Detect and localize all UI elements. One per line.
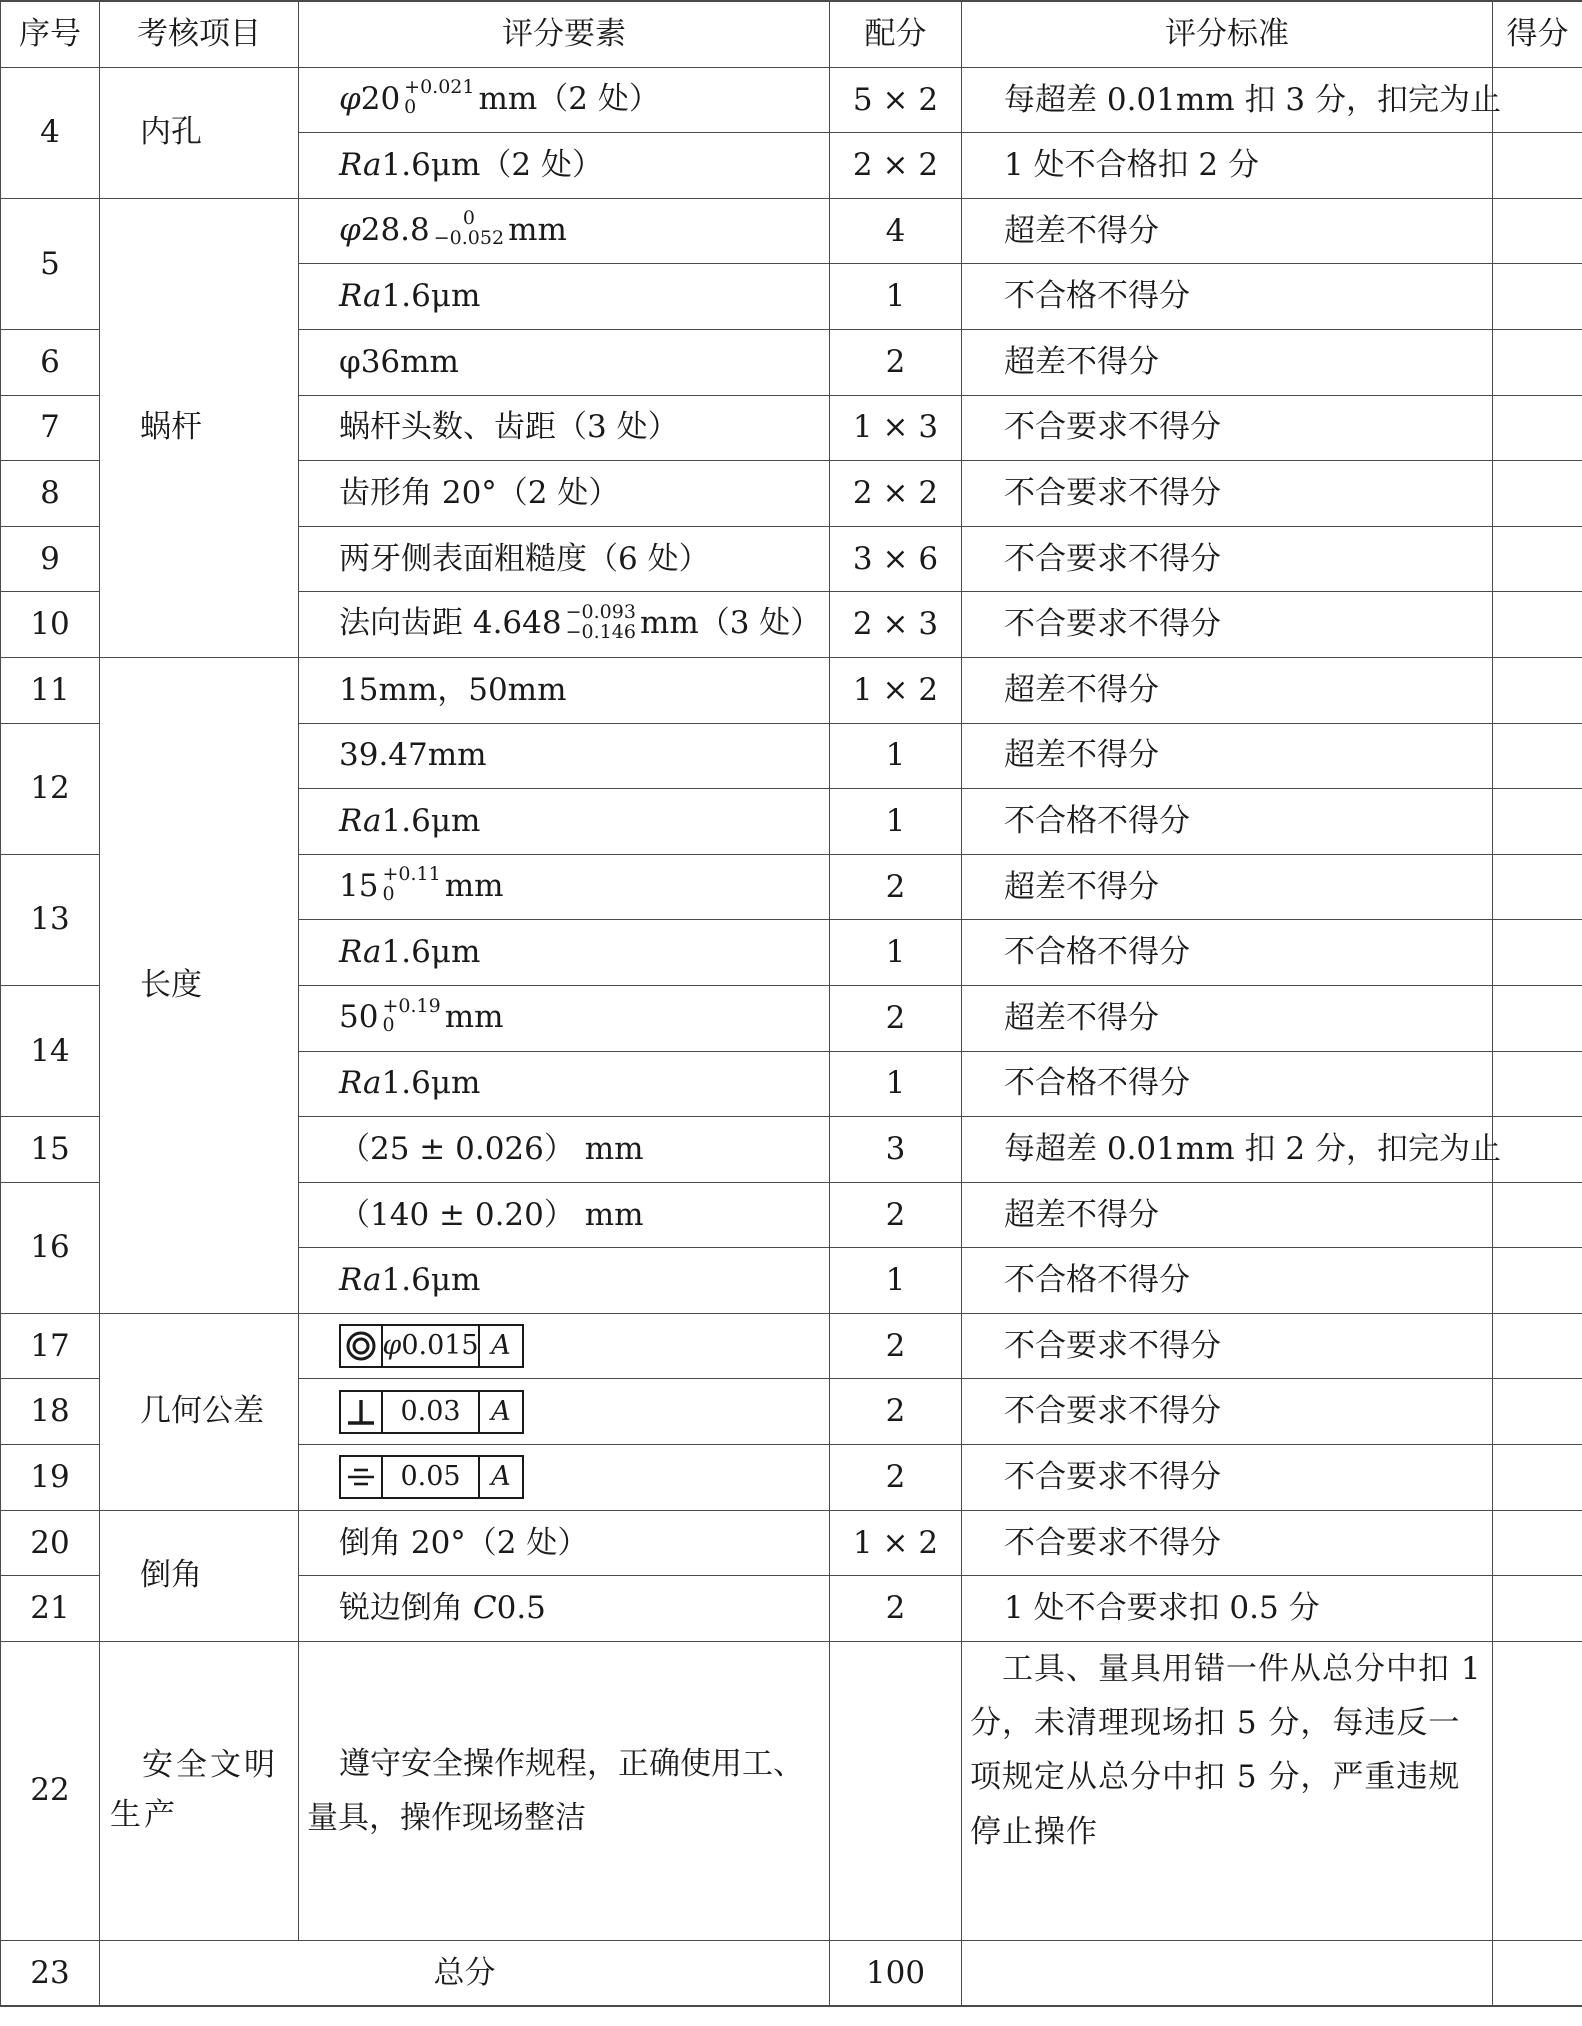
element-unit: mm (508, 211, 567, 248)
safety-standard-text: 工具、量具用错一件从总分中扣 1 分，未清理现场扣 5 分，每违反一项规定从总分中扣 5 分，严重违规停止操作 (970, 1650, 1482, 1850)
element-text: 1.6μm (381, 803, 481, 840)
score-cell: 3 × 6 (830, 526, 962, 592)
total-row (1, 1940, 1582, 2006)
tolerance (382, 994, 441, 1037)
row-no: 18 (1, 1379, 100, 1445)
tolerance (434, 209, 504, 249)
score-cell: 2 (830, 1182, 962, 1248)
tolerance-upper: +0.021 (404, 76, 475, 99)
element-cell (299, 985, 830, 1051)
earned-cell[interactable] (1493, 1940, 1582, 2006)
score-cell: 2 (830, 1445, 962, 1511)
element-text: 1.6μm (381, 278, 481, 315)
item-name: 长度 (100, 657, 299, 1313)
roughness-symbol: Ra (339, 934, 382, 971)
perpendicularity-icon (341, 1392, 383, 1432)
table-row (1, 198, 1582, 264)
row-no: 10 (1, 592, 100, 658)
symmetry-icon (341, 1457, 383, 1497)
tolerance-lower: 0 (404, 96, 417, 119)
score-cell: 2 × 2 (830, 133, 962, 199)
standard-cell: 每超差 0.01mm 扣 3 分，扣完为止 (962, 67, 1493, 133)
element-text: 1.6μm (381, 934, 481, 971)
tolerance-value: φ 0.015 (383, 1326, 480, 1366)
earned-cell[interactable] (1493, 1510, 1582, 1576)
standard-cell: 超差不得分 (962, 985, 1493, 1051)
row-no: 7 (1, 395, 100, 461)
score-cell: 1 (830, 920, 962, 986)
standard-cell: 超差不得分 (962, 657, 1493, 723)
header-standard: 评分标准 (962, 1, 1493, 67)
standard-cell: 不合格不得分 (962, 264, 1493, 330)
element-text: 1.6μm（2 处） (381, 147, 603, 184)
score-cell: 1 (830, 264, 962, 330)
element-value: 0.5 (496, 1590, 546, 1627)
item-name: 倒角 (100, 1510, 299, 1641)
row-no: 4 (1, 67, 100, 198)
standard-cell: 不合要求不得分 (962, 592, 1493, 658)
element-cell: 齿形角 20°（2 处） (299, 461, 830, 527)
element-cell (299, 67, 830, 133)
row-no: 19 (1, 1445, 100, 1511)
standard-cell: 超差不得分 (962, 198, 1493, 264)
standard-cell: 不合要求不得分 (962, 1445, 1493, 1511)
header-earned: 得分 (1493, 1, 1582, 67)
standard-cell: 不合要求不得分 (962, 526, 1493, 592)
row-no: 20 (1, 1510, 100, 1576)
element-text: 28.8 (360, 211, 430, 248)
datum-ref: A (491, 1461, 511, 1493)
row-no: 11 (1, 657, 100, 723)
element-cell (299, 198, 830, 264)
row-no: 17 (1, 1313, 100, 1379)
tolerance-lower: 0 (382, 1014, 395, 1037)
element-cell: （140 ± 0.20） mm (299, 1182, 830, 1248)
total-label: 总分 (100, 1940, 830, 2006)
standard-cell: 超差不得分 (962, 329, 1493, 395)
feature-control-frame (339, 1390, 524, 1434)
tolerance (382, 865, 440, 905)
standard-cell: 不合要求不得分 (962, 1313, 1493, 1379)
datum-ref: A (491, 1330, 511, 1362)
score-cell (830, 1641, 962, 1940)
safety-item-text: 安全文明生产 (110, 1747, 278, 1833)
element-cell (299, 789, 830, 855)
row-no: 14 (1, 985, 100, 1116)
row-no: 21 (1, 1576, 100, 1642)
element-text: 15 (339, 867, 379, 904)
standard-cell: 不合格不得分 (962, 920, 1493, 986)
standard-cell: 不合格不得分 (962, 1051, 1493, 1117)
earned-cell[interactable] (1493, 723, 1582, 789)
earned-cell[interactable] (1493, 1182, 1582, 1248)
element-cell: （25 ± 0.026） mm (299, 1117, 830, 1183)
element-text: 锐边倒角 (339, 1590, 473, 1627)
table-row (1, 657, 1582, 723)
standard-cell: 不合格不得分 (962, 1248, 1493, 1314)
table-row (1, 1313, 1582, 1379)
element-cell (299, 1051, 830, 1117)
row-no: 22 (1, 1641, 100, 1940)
tolerance-upper: +0.19 (382, 994, 441, 1017)
feature-control-frame (339, 1455, 524, 1499)
earned-cell[interactable] (1493, 133, 1582, 199)
element-cell: 蜗杆头数、齿距（3 处） (299, 395, 830, 461)
element-cell (299, 920, 830, 986)
score-cell: 2 (830, 1576, 962, 1642)
tolerance-upper: 0 (462, 207, 475, 230)
tolerance-lower: −0.146 (565, 620, 636, 643)
tolerance (404, 78, 474, 118)
header-element: 评分要素 (299, 1, 830, 67)
earned-cell[interactable] (1493, 985, 1582, 1051)
score-cell: 2 (830, 329, 962, 395)
header-score: 配分 (830, 1, 962, 67)
earned-cell[interactable] (1493, 789, 1582, 855)
score-cell: 1 × 2 (830, 657, 962, 723)
element-cell (299, 592, 830, 658)
standard-cell (962, 1641, 1493, 1940)
header-no: 序号 (1, 1, 100, 67)
earned-cell[interactable] (1493, 67, 1582, 133)
element-cell (299, 1248, 830, 1314)
row-no: 9 (1, 526, 100, 592)
earned-cell[interactable] (1493, 1313, 1582, 1379)
earned-cell[interactable] (1493, 657, 1582, 723)
standard-cell: 超差不得分 (962, 1182, 1493, 1248)
earned-cell[interactable] (1493, 1379, 1582, 1445)
standard-cell: 超差不得分 (962, 854, 1493, 920)
earned-cell[interactable] (1493, 264, 1582, 330)
datum-ref: A (491, 1395, 511, 1427)
earned-cell[interactable] (1493, 1641, 1582, 1940)
standard-cell: 不合要求不得分 (962, 1510, 1493, 1576)
score-cell: 3 (830, 1117, 962, 1183)
tolerance-value: 0.03 (383, 1392, 480, 1432)
element-text: 1.6μm (381, 1262, 481, 1299)
roughness-symbol: Ra (339, 803, 382, 840)
item-name: 几何公差 (100, 1313, 299, 1510)
earned-cell[interactable] (1493, 526, 1582, 592)
earned-cell[interactable] (1493, 1576, 1582, 1642)
earned-cell[interactable] (1493, 1117, 1582, 1183)
element-text: 法向齿距 4.648 (339, 605, 562, 642)
score-cell: 2 (830, 985, 962, 1051)
element-cell (299, 854, 830, 920)
score-cell: 5 × 2 (830, 67, 962, 133)
element-cell: φ36mm (299, 329, 830, 395)
element-cell (299, 1641, 830, 1940)
tolerance-upper: +0.11 (382, 863, 441, 886)
earned-cell[interactable] (1493, 461, 1582, 527)
row-no: 16 (1, 1182, 100, 1313)
score-cell: 4 (830, 198, 962, 264)
tolerance-lower: 0 (382, 883, 395, 906)
element-cell (299, 1445, 830, 1511)
score-cell: 1 (830, 789, 962, 855)
score-cell: 2 (830, 1313, 962, 1379)
element-text: 50 (339, 998, 379, 1035)
header-item: 考核项目 (100, 1, 299, 67)
roughness-symbol: Ra (339, 1262, 382, 1299)
element-text: 1.6μm (381, 1065, 481, 1102)
chamfer-symbol: C (472, 1590, 497, 1627)
standard-cell: 不合格不得分 (962, 789, 1493, 855)
tolerance-upper: −0.093 (565, 600, 636, 623)
standard-cell: 不合要求不得分 (962, 1379, 1493, 1445)
earned-cell[interactable] (1493, 592, 1582, 658)
row-no: 12 (1, 723, 100, 854)
safety-row (1, 1641, 1582, 1940)
score-cell: 1 (830, 1248, 962, 1314)
element-cell (299, 1313, 830, 1379)
tolerance (565, 600, 636, 643)
standard-cell: 超差不得分 (962, 723, 1493, 789)
element-unit: mm（3 处） (639, 605, 822, 642)
roughness-symbol: Ra (339, 1065, 382, 1102)
table-row (1, 67, 1582, 133)
row-no: 23 (1, 1940, 100, 2006)
score-cell: 1 (830, 1051, 962, 1117)
item-name: 内孔 (100, 67, 299, 198)
earned-cell[interactable] (1493, 920, 1582, 986)
standard-cell: 不合要求不得分 (962, 395, 1493, 461)
standard-cell: 不合要求不得分 (962, 461, 1493, 527)
concentricity-icon (341, 1326, 383, 1366)
score-cell: 2 × 3 (830, 592, 962, 658)
element-cell (299, 1379, 830, 1445)
tolerance-lower: −0.052 (433, 227, 505, 250)
row-no: 15 (1, 1117, 100, 1183)
standard-cell: 1 处不合要求扣 0.5 分 (962, 1576, 1493, 1642)
element-unit: mm（2 处） (478, 80, 660, 117)
standard-cell (962, 1940, 1493, 2006)
element-cell: 15mm，50mm (299, 657, 830, 723)
header-row (1, 1, 1582, 67)
element-cell (299, 1576, 830, 1642)
table-row (1, 1510, 1582, 1576)
earned-cell[interactable] (1493, 1248, 1582, 1314)
standard-cell: 1 处不合格扣 2 分 (962, 133, 1493, 199)
earned-cell[interactable] (1493, 854, 1582, 920)
earned-cell[interactable] (1493, 1051, 1582, 1117)
row-no: 6 (1, 329, 100, 395)
element-cell: 39.47mm (299, 723, 830, 789)
earned-cell[interactable] (1493, 395, 1582, 461)
element-cell: 倒角 20°（2 处） (299, 1510, 830, 1576)
diameter-symbol: φ (339, 80, 361, 117)
item-name: 蜗杆 (100, 198, 299, 657)
element-unit: mm (444, 998, 504, 1035)
element-cell: 两牙侧表面粗糙度（6 处） (299, 526, 830, 592)
safety-element-text: 遵守安全操作规程，正确使用工、量具，操作现场整洁 (307, 1745, 804, 1836)
row-no: 13 (1, 854, 100, 985)
standard-cell: 每超差 0.01mm 扣 2 分，扣完为止 (962, 1117, 1493, 1183)
item-name (100, 1641, 299, 1940)
score-cell: 2 (830, 854, 962, 920)
element-text: 20 (360, 80, 401, 117)
feature-control-frame (339, 1324, 524, 1368)
score-cell: 1 × 3 (830, 395, 962, 461)
earned-cell[interactable] (1493, 329, 1582, 395)
element-cell (299, 133, 830, 199)
tolerance-value: 0.05 (383, 1457, 480, 1497)
element-cell (299, 264, 830, 330)
score-cell: 1 × 2 (830, 1510, 962, 1576)
row-no: 5 (1, 198, 100, 329)
diameter-symbol: φ (339, 211, 361, 248)
row-no: 8 (1, 461, 100, 527)
roughness-symbol: Ra (339, 278, 382, 315)
roughness-symbol: Ra (339, 147, 382, 184)
score-cell: 2 (830, 1379, 962, 1445)
score-cell: 1 (830, 723, 962, 789)
total-score: 100 (830, 1940, 962, 2006)
earned-cell[interactable] (1493, 198, 1582, 264)
score-cell: 2 × 2 (830, 461, 962, 527)
earned-cell[interactable] (1493, 1445, 1582, 1511)
element-unit: mm (444, 867, 504, 904)
